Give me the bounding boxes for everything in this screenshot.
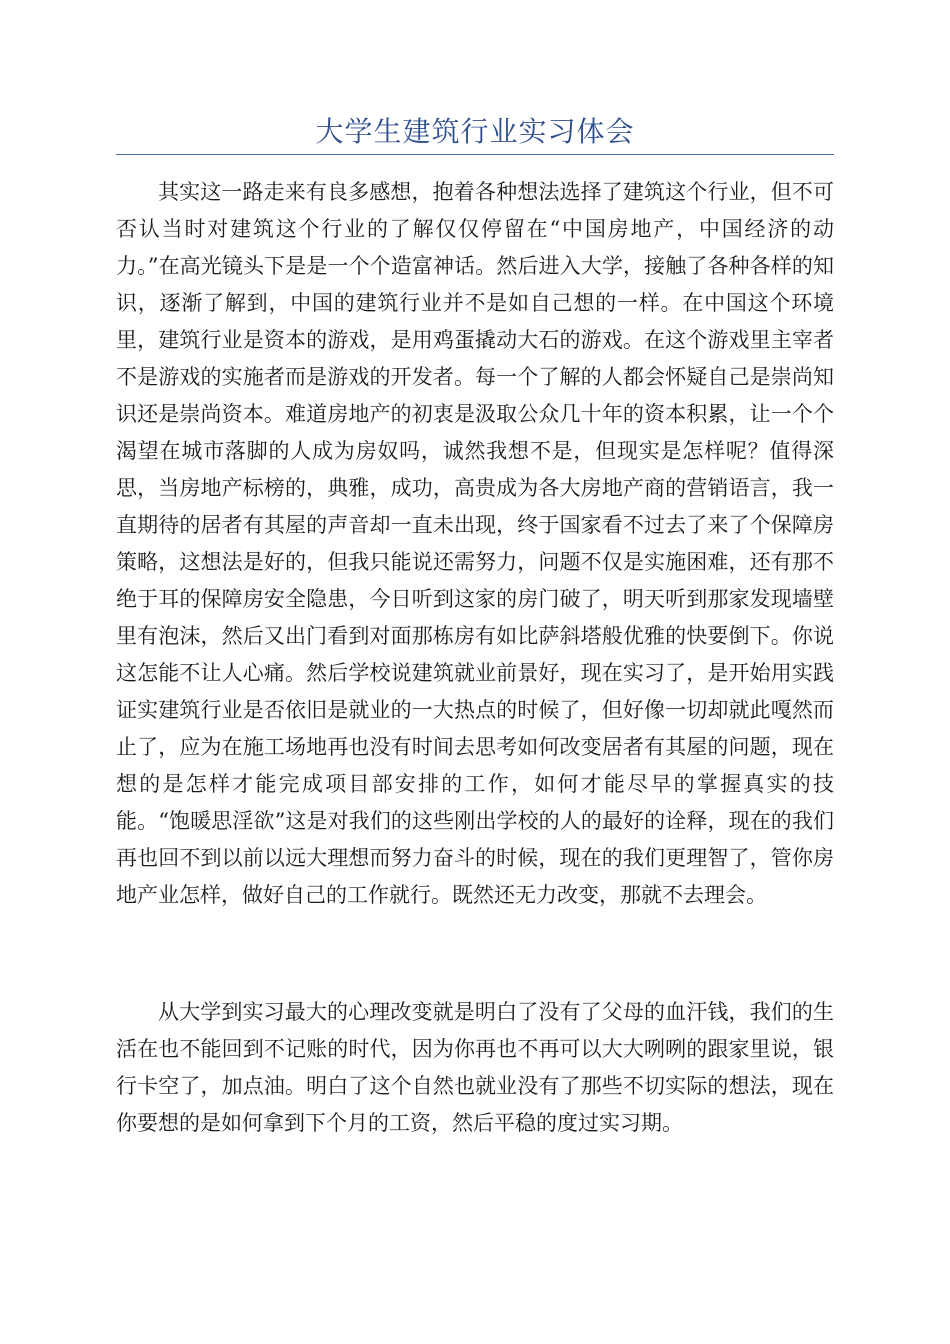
paragraph-2: 从大学到实习最大的心理改变就是明白了没有了父母的血汗钱，我们的生活在也不能回到不记账的时代，因为你再也不再可以大大咧咧的跟家里说，银行卡空了，加点油。明白了这个自然也就业没有了那些不切实际的想法，现在你要想的是如何拿到下个月的工资，然后平稳的度过实习期。 — [116, 1000, 834, 1135]
paragraph-1: 其实这一路走来有良多感想，抱着各种想法选择了建筑这个行业，但不可否认当时对建筑这个行业的了解仅仅停留在“中国房地产，中国经济的动力。”在高光镜头下是是一个个造富神话。然后进入大学，接触了各种各样的知识，逐渐了解到，中国的建筑行业并不是如自己想的一样。在中国这个环境里，建筑行业是资本的游戏，是用鸡蛋撬动大石的游戏。在这个游戏里主宰者不是游戏的实施者而是游戏的开发者。每一个了解的人都会怀疑自己是崇尚知识还是崇尚资本。难道房地产的初衷是汲取公众几十年的资本积累，让一个个渴望在城市落脚的人成为房奴吗，诚然我想不是，但现实是怎样呢？值得深思，当房地产标榜的，典雅，成功，高贵成为各大房地产商的营销语言，我一直期待的居者有其屋的声音却一直未出现，终于国家看不过去了来了个保障房策略，这想法是好的，但我只能说还需努力，问题不仅是实施困难，还有那不绝于耳的保障房安全隐患，今日听到这家的房门破了，明天听到那家发现墙壁里有泡沫，然后又出门看到对面那栋房有如比萨斜塔般优雅的快要倒下。你说这怎能不让人心痛。然后学校说建筑就业前景好，现在实习了，是开始用实践证实建筑行业是否依旧是就业的一大热点的时候了，但好像一切却就此嘎然而止了，应为在施工场地再也没有时间去思考如何改变居者有其屋的问题，现在想的是怎样才能完成项目部安排的工作，如何才能尽早的掌握真实的技能。“饱暖思淫欲”这是对我们的这些刚出学校的人的最好的诠释，现在的我们再也回不到以前以远大理想而努力奋斗的时候，现在的我们更理智了，管你房地产业怎样，做好自己的工作就行。既然还无力改变，那就不去理会。 — [116, 180, 834, 907]
document-title: 大学生建筑行业实习体会 — [315, 115, 635, 148]
title-underline — [116, 154, 834, 155]
